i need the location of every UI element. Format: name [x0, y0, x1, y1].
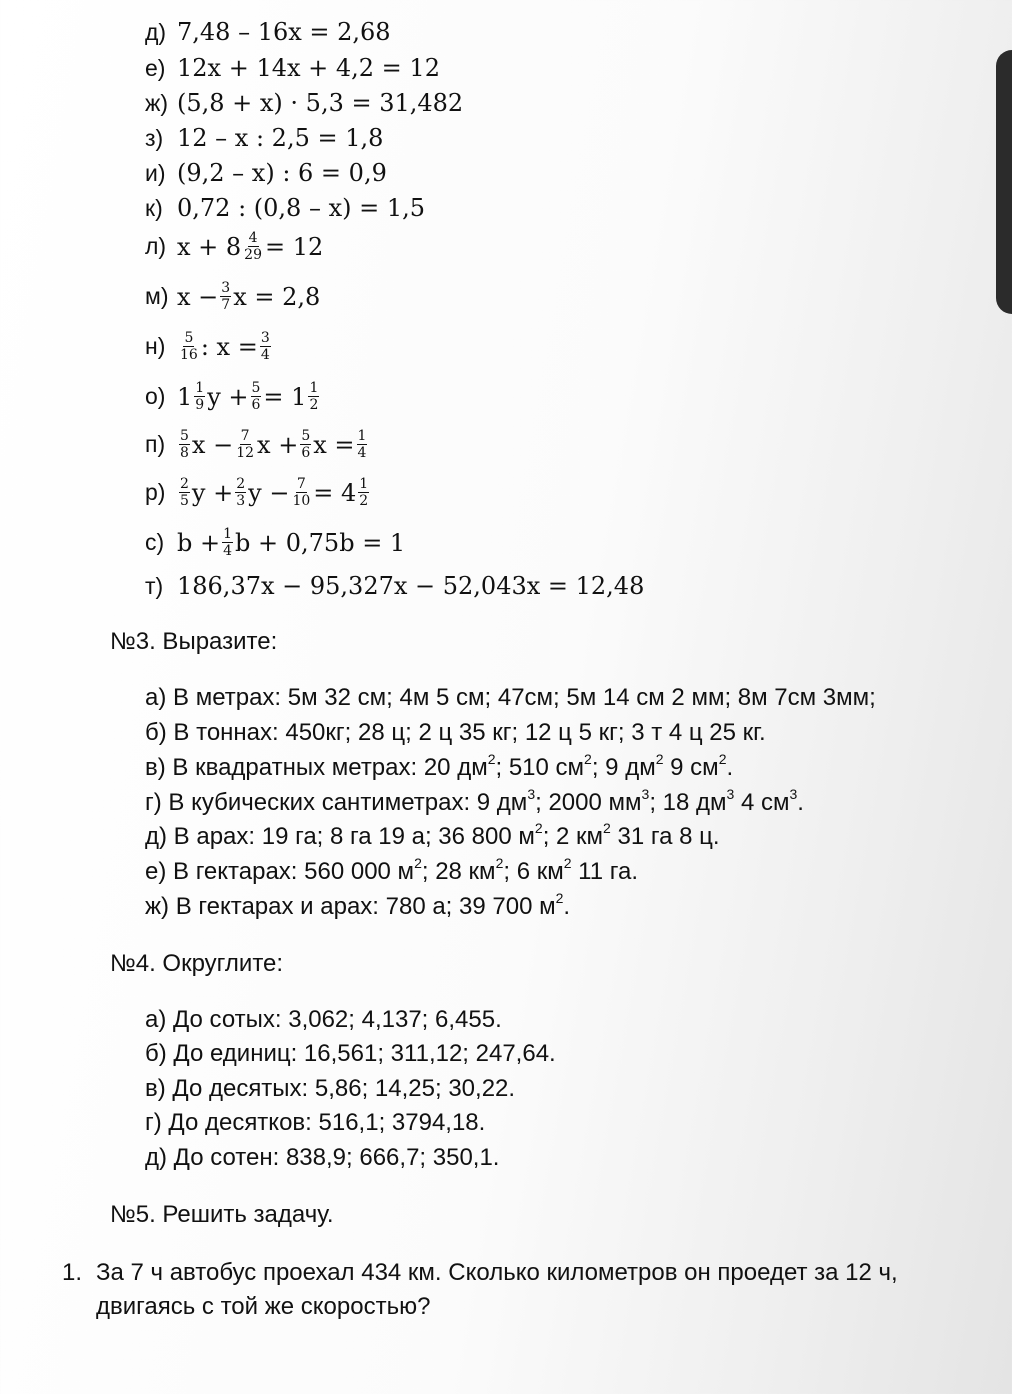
section-4-item-b: б) До единиц: 16,561; 311,12; 247,64.: [145, 1040, 556, 1067]
fraction: $\frac{3}{7}$: [221, 280, 231, 313]
section-3-item-g: г) В кубических сантиметрах: 9 $дм^3$; 2000 $мм^3$; 18 $дм^3$ 4 $см^3$.: [145, 786, 804, 816]
equation-z: з) 12 – x : 2,5 = 1,8: [145, 124, 384, 152]
equation-m: м) x − $\frac{3}{7}$ x = 2,8: [145, 280, 321, 313]
section-4-title: №4. Округлите:: [110, 950, 284, 977]
section-3-item-b: б) В тоннах: 450кг; 28 ц; 2 ц 35 кг; 12 ц 5 кг; 3 т 4 ц 25 кг.: [145, 719, 766, 746]
section-3-item-a: а) В метрах: 5м 32 см; 4м 5 см; 47см; 5м 14 см 2 мм; 8м 7см 3мм;: [145, 684, 876, 711]
fraction: $\frac{5}{16}$: [180, 330, 198, 363]
equation-zh: ж) (5,8 + x) · 5,3 = 31,482: [145, 89, 464, 117]
equation-k: к) 0,72 : (0,8 – x) = 1,5: [145, 194, 426, 222]
fraction: $\frac{2}{3}$: [236, 476, 246, 509]
equation-r: р) $\frac{2}{5}$ y + $\frac{2}{3}$ y − $\frac{7}{10}$ = 4 $\frac{1}{2}$: [145, 476, 369, 509]
fraction: $\frac{5}{6}$: [251, 380, 261, 413]
problem-text-line-2: двигаясь с той же скоростью?: [96, 1293, 431, 1320]
fraction: $\frac{7}{12}$: [236, 428, 255, 461]
equation-i: и) (9,2 – x) : 6 = 0,9: [145, 159, 387, 187]
section-3-item-zh: ж) В гектарах и арах: 780 а; 39 700 $м^2$.: [145, 890, 571, 920]
fraction: $\frac{5}{8}$: [180, 428, 189, 461]
section-4-item-v: в) До десятых: 5,86; 14,25; 30,22.: [145, 1075, 516, 1102]
fraction: $\frac{1}{2}$: [309, 380, 319, 413]
fraction: $\frac{3}{4}$: [260, 330, 270, 363]
fraction: $\frac{1}{2}$: [359, 476, 369, 509]
problem-text-line-1: За 7 ч автобус проехал 434 км. Сколько километров он проедет за 12 ч,: [96, 1259, 898, 1286]
section-3-item-d: д) В арах: 19 га; 8 га 19 а; 36 800 $м^2$; 2 $км^2$ 31 га 8 ц.: [145, 820, 720, 850]
equation-s: с) b + $\frac{1}{4}$ b + 0,75b = 1: [145, 526, 406, 559]
equation-n: н) $\frac{5}{16}$ : x = $\frac{3}{4}$: [145, 330, 270, 363]
equation-l: л) x + 8 $\frac{4}{29}$ = 12: [145, 230, 324, 263]
section-4-item-a: а) До сотых: 3,062; 4,137; 6,455.: [145, 1006, 502, 1033]
section-3-title: №3. Выразите:: [110, 628, 278, 655]
section-3-item-v: в) В квадратных метрах: 20 $дм^2$; 510 $см^2$; 9 $дм^2$ 9 $см^2$.: [145, 751, 734, 781]
section-5-title: №5. Решить задачу.: [110, 1201, 334, 1228]
fraction: $\frac{5}{6}$: [301, 428, 311, 461]
fraction: $\frac{4}{29}$: [244, 230, 262, 263]
equation-o: о) 1 $\frac{1}{9}$ y + $\frac{5}{6}$ = 1 $\frac{1}{2}$: [145, 380, 319, 413]
equation-p: п) $\frac{5}{8}$ x − $\frac{7}{12}$ x + $\frac{5}{6}$ x = $\frac{1}{4}$: [145, 428, 367, 461]
fraction: $\frac{1}{9}$: [195, 380, 205, 413]
fraction: $\frac{7}{10}$: [292, 476, 311, 509]
equation-t: т) 186,37x − 95,327x − 52,043x = 12,48: [145, 572, 645, 600]
section-4-item-g: г) До десятков: 516,1; 3794,18.: [145, 1109, 486, 1136]
fraction: $\frac{1}{4}$: [223, 526, 233, 559]
fraction: $\frac{2}{5}$: [180, 476, 189, 509]
fraction: $\frac{1}{4}$: [357, 428, 367, 461]
equation-e: е) 12x + 14x + 4,2 = 12: [145, 54, 440, 82]
section-3-item-e: е) В гектарах: 560 000 $м^2$; 28 $км^2$; 6 $км^2$ 11 га.: [145, 855, 639, 885]
equation-d: д) 7,48 – 16x = 2,68: [145, 18, 391, 46]
side-panel-handle[interactable]: [996, 50, 1012, 314]
section-4-item-d: д) До сотен: 838,9; 666,7; 350,1.: [145, 1144, 500, 1171]
problem-number: 1.: [62, 1259, 83, 1286]
